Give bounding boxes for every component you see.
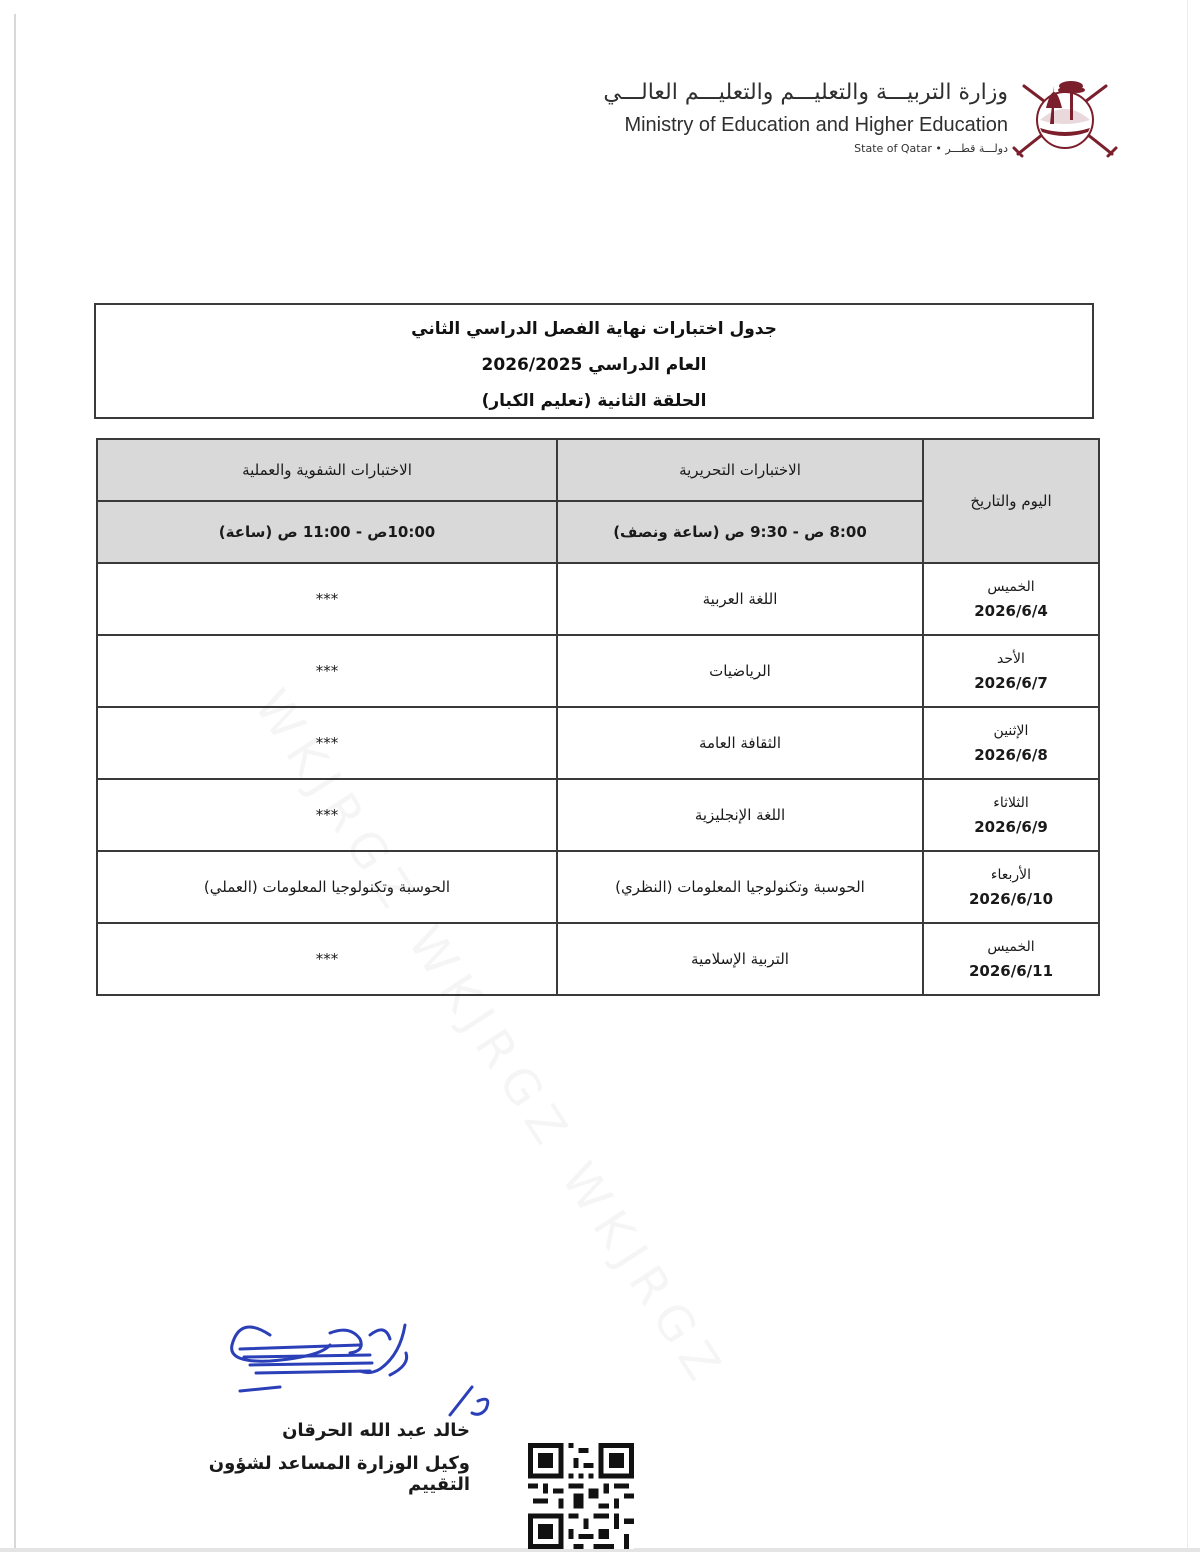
oral-subject: *** (97, 707, 557, 779)
table-row (97, 779, 1099, 851)
day-date-cell (923, 779, 1099, 851)
table-row (97, 707, 1099, 779)
day-name: الخميس (987, 939, 1035, 955)
written-subject: اللغة العربية (557, 563, 923, 635)
page-right-edge (1187, 0, 1188, 1552)
exam-date: 2026/6/8 (974, 746, 1048, 764)
day-name: الأحد (997, 651, 1025, 667)
day-date-cell (923, 563, 1099, 635)
day-date-cell (923, 923, 1099, 995)
header-oral-exams: الاختبارات الشفوية والعملية (97, 439, 557, 501)
day-name: الإثنين (993, 723, 1029, 739)
oral-exam-time: 10:00ص - 11:00 ص (ساعة) (97, 501, 557, 563)
table-header-row (97, 439, 1099, 501)
written-subject: الحوسبة وتكنولوجيا المعلومات (النظري) (557, 851, 923, 923)
table-row (97, 635, 1099, 707)
written-subject: التربية الإسلامية (557, 923, 923, 995)
day-date-cell (923, 707, 1099, 779)
exam-date: 2026/6/9 (974, 818, 1048, 836)
written-subject: الرياضيات (557, 635, 923, 707)
written-subject: اللغة الإنجليزية (557, 779, 923, 851)
table-row (97, 923, 1099, 995)
oral-subject: *** (97, 635, 557, 707)
signer-title: وكيل الوزارة المساعد لشؤون التقييم (208, 1453, 470, 1495)
written-exam-time: 8:00 ص - 9:30 ص (ساعة ونصف) (557, 501, 923, 563)
ministry-name-arabic: وزارة التربيـــة والتعليـــم والتعليـــم العالـــي (603, 80, 1008, 105)
schedule-title-box (94, 303, 1094, 419)
signature-mark (210, 1305, 510, 1425)
oral-subject: *** (97, 563, 557, 635)
day-name: الثلاثاء (993, 795, 1029, 811)
day-date-cell (923, 635, 1099, 707)
state-of-qatar-label: State of Qatar • دولـــة قطـــر (854, 142, 1008, 155)
page-left-edge (14, 14, 16, 1552)
exam-date: 2026/6/10 (968, 890, 1054, 908)
oral-subject: الحوسبة وتكنولوجيا المعلومات (العملي) (97, 851, 557, 923)
exam-schedule-table (96, 438, 1100, 996)
day-date-cell (923, 851, 1099, 923)
qr-code-icon (528, 1443, 634, 1549)
academic-year: العام الدراسي 2026/2025 (481, 355, 707, 375)
ministry-header (600, 58, 1120, 168)
table-row (97, 851, 1099, 923)
day-name: الخميس (987, 579, 1035, 595)
table-row (97, 563, 1099, 635)
exam-date: 2026/6/7 (974, 674, 1048, 692)
exam-date: 2026/6/11 (968, 962, 1054, 980)
qatar-emblem-icon (1010, 58, 1120, 158)
day-name: الأربعاء (990, 867, 1032, 883)
exam-date: 2026/6/4 (974, 602, 1048, 620)
oral-subject: *** (97, 779, 557, 851)
cycle-label: الحلقة الثانية (تعليم الكبار) (481, 391, 707, 411)
ministry-name-english: Ministry of Education and Higher Education (624, 114, 1008, 136)
schedule-title: جدول اختبارات نهاية الفصل الدراسي الثاني (411, 319, 777, 339)
header-written-exams: الاختبارات التحريرية (557, 439, 923, 501)
signer-name: خالد عبد الله الحرقان (282, 1420, 470, 1441)
written-subject: الثقافة العامة (557, 707, 923, 779)
oral-subject: *** (97, 923, 557, 995)
header-day-date: اليوم والتاريخ (923, 439, 1099, 563)
